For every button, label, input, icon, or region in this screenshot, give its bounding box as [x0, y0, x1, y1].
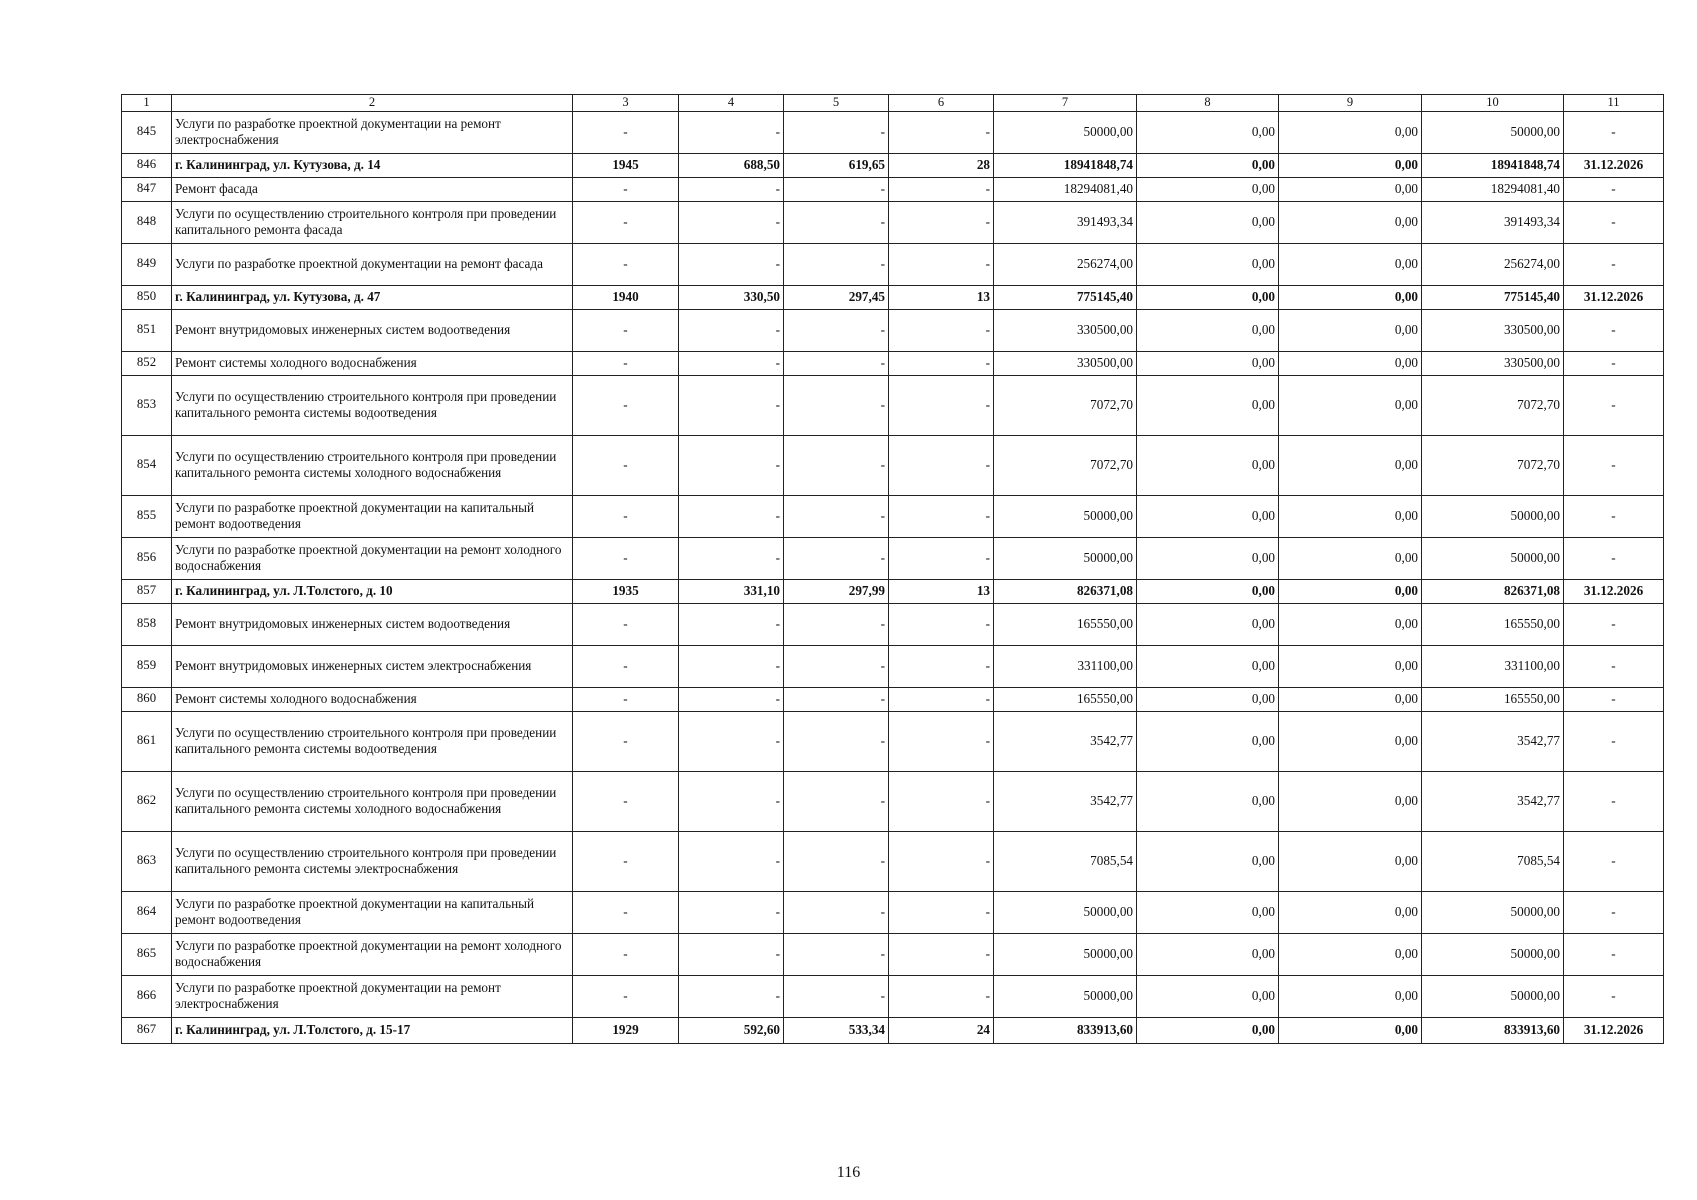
col5-value: - [784, 375, 889, 435]
col7-value: 7072,70 [994, 375, 1137, 435]
col11-value: - [1564, 537, 1664, 579]
row-name: Услуги по осуществлению строительного контроля при проведении капитального ремонта системы водоотведения [172, 711, 573, 771]
row-name: Услуги по разработке проектной документации на ремонт холодного водоснабжения [172, 537, 573, 579]
col11-value: 31.12.2026 [1564, 285, 1664, 309]
col10-value: 256274,00 [1422, 243, 1564, 285]
col9-value: 0,00 [1279, 831, 1422, 891]
col7-value: 50000,00 [994, 975, 1137, 1017]
col11-value: - [1564, 243, 1664, 285]
col7-value: 330500,00 [994, 309, 1137, 351]
col7-value: 391493,34 [994, 201, 1137, 243]
col4-value: - [679, 771, 784, 831]
col6-value: - [889, 351, 994, 375]
col4-value: - [679, 975, 784, 1017]
col11-value: 31.12.2026 [1564, 153, 1664, 177]
col8-value: 0,00 [1137, 309, 1279, 351]
col3-value: - [573, 435, 679, 495]
col6-value: - [889, 645, 994, 687]
col5-value: 619,65 [784, 153, 889, 177]
row-number: 849 [122, 243, 172, 285]
col4-value: - [679, 435, 784, 495]
col8-value: 0,00 [1137, 933, 1279, 975]
row-name: Услуги по осуществлению строительного контроля при проведении капитального ремонта системы электроснабжения [172, 831, 573, 891]
col6-value: 13 [889, 285, 994, 309]
col10-value: 833913,60 [1422, 1017, 1564, 1043]
col8-value: 0,00 [1137, 975, 1279, 1017]
col4-value: - [679, 111, 784, 153]
col-header-5: 5 [784, 95, 889, 112]
col-header-6: 6 [889, 95, 994, 112]
col10-value: 7085,54 [1422, 831, 1564, 891]
col11-value: - [1564, 495, 1664, 537]
col8-value: 0,00 [1137, 687, 1279, 711]
col7-value: 256274,00 [994, 243, 1137, 285]
col10-value: 50000,00 [1422, 933, 1564, 975]
col4-value: - [679, 645, 784, 687]
col-header-10: 10 [1422, 95, 1564, 112]
col4-value: 330,50 [679, 285, 784, 309]
col3-value: 1935 [573, 579, 679, 603]
col9-value: 0,00 [1279, 111, 1422, 153]
col9-value: 0,00 [1279, 771, 1422, 831]
col4-value: - [679, 375, 784, 435]
row-number: 866 [122, 975, 172, 1017]
col6-value: 24 [889, 1017, 994, 1043]
col9-value: 0,00 [1279, 375, 1422, 435]
col4-value: - [679, 831, 784, 891]
col7-value: 18941848,74 [994, 153, 1137, 177]
col6-value: - [889, 975, 994, 1017]
table-row [122, 153, 1664, 177]
col6-value: - [889, 435, 994, 495]
row-number: 861 [122, 711, 172, 771]
col9-value: 0,00 [1279, 933, 1422, 975]
col7-value: 7085,54 [994, 831, 1137, 891]
col5-value: - [784, 771, 889, 831]
col10-value: 50000,00 [1422, 975, 1564, 1017]
row-name: г. Калининград, ул. Л.Толстого, д. 10 [172, 579, 573, 603]
col3-value: 1929 [573, 1017, 679, 1043]
table-row [122, 111, 1664, 153]
col4-value: - [679, 603, 784, 645]
col11-value: - [1564, 891, 1664, 933]
col10-value: 50000,00 [1422, 111, 1564, 153]
row-name: Услуги по осуществлению строительного контроля при проведении капитального ремонта фасада [172, 201, 573, 243]
col11-value: - [1564, 177, 1664, 201]
col8-value: 0,00 [1137, 375, 1279, 435]
table-row [122, 285, 1664, 309]
col8-value: 0,00 [1137, 1017, 1279, 1043]
col9-value: 0,00 [1279, 243, 1422, 285]
col9-value: 0,00 [1279, 495, 1422, 537]
row-name: Услуги по осуществлению строительного контроля при проведении капитального ремонта системы холодного водоснабжения [172, 435, 573, 495]
col9-value: 0,00 [1279, 153, 1422, 177]
col9-value: 0,00 [1279, 603, 1422, 645]
col6-value: - [889, 201, 994, 243]
col6-value: - [889, 111, 994, 153]
col7-value: 50000,00 [994, 933, 1137, 975]
col9-value: 0,00 [1279, 351, 1422, 375]
col3-value: - [573, 177, 679, 201]
row-number: 852 [122, 351, 172, 375]
col4-value: - [679, 687, 784, 711]
col10-value: 18941848,74 [1422, 153, 1564, 177]
col6-value: - [889, 831, 994, 891]
col8-value: 0,00 [1137, 579, 1279, 603]
row-name: Ремонт фасада [172, 177, 573, 201]
col5-value: 297,45 [784, 285, 889, 309]
col-header-11: 11 [1564, 95, 1664, 112]
col8-value: 0,00 [1137, 177, 1279, 201]
col11-value: - [1564, 975, 1664, 1017]
table-row [122, 771, 1664, 831]
col5-value: - [784, 243, 889, 285]
col7-value: 50000,00 [994, 891, 1137, 933]
col9-value: 0,00 [1279, 579, 1422, 603]
col3-value: - [573, 687, 679, 711]
col10-value: 50000,00 [1422, 891, 1564, 933]
table-row [122, 933, 1664, 975]
col9-value: 0,00 [1279, 201, 1422, 243]
col3-value: - [573, 495, 679, 537]
col3-value: - [573, 711, 679, 771]
row-number: 856 [122, 537, 172, 579]
col4-value: 688,50 [679, 153, 784, 177]
col10-value: 3542,77 [1422, 711, 1564, 771]
col4-value: - [679, 933, 784, 975]
row-name: Услуги по разработке проектной документации на ремонт электроснабжения [172, 111, 573, 153]
col11-value: - [1564, 711, 1664, 771]
col8-value: 0,00 [1137, 711, 1279, 771]
col9-value: 0,00 [1279, 177, 1422, 201]
col6-value: - [889, 375, 994, 435]
col10-value: 391493,34 [1422, 201, 1564, 243]
row-number: 857 [122, 579, 172, 603]
col6-value: - [889, 495, 994, 537]
col10-value: 330500,00 [1422, 309, 1564, 351]
table-row [122, 177, 1664, 201]
col4-value: - [679, 537, 784, 579]
col11-value: - [1564, 645, 1664, 687]
column-number-header [122, 95, 1664, 112]
col5-value: - [784, 645, 889, 687]
row-name: г. Калининград, ул. Кутузова, д. 47 [172, 285, 573, 309]
col8-value: 0,00 [1137, 495, 1279, 537]
table-row [122, 975, 1664, 1017]
col10-value: 331100,00 [1422, 645, 1564, 687]
col7-value: 50000,00 [994, 537, 1137, 579]
row-name: Услуги по осуществлению строительного контроля при проведении капитального ремонта системы холодного водоснабжения [172, 771, 573, 831]
col11-value: - [1564, 375, 1664, 435]
col11-value: - [1564, 201, 1664, 243]
col7-value: 331100,00 [994, 645, 1137, 687]
col9-value: 0,00 [1279, 285, 1422, 309]
table-row [122, 435, 1664, 495]
table-row [122, 309, 1664, 351]
row-name: Услуги по разработке проектной документации на ремонт холодного водоснабжения [172, 933, 573, 975]
table-row [122, 603, 1664, 645]
table-row [122, 891, 1664, 933]
col9-value: 0,00 [1279, 435, 1422, 495]
row-number: 860 [122, 687, 172, 711]
col4-value: - [679, 243, 784, 285]
col4-value: - [679, 891, 784, 933]
row-name: Услуги по разработке проектной документации на капитальный ремонт водоотведения [172, 891, 573, 933]
col6-value: - [889, 603, 994, 645]
table-row [122, 375, 1664, 435]
col10-value: 3542,77 [1422, 771, 1564, 831]
col11-value: - [1564, 603, 1664, 645]
col6-value: - [889, 687, 994, 711]
row-number: 848 [122, 201, 172, 243]
col3-value: - [573, 831, 679, 891]
col-header-9: 9 [1279, 95, 1422, 112]
col6-value: - [889, 243, 994, 285]
col3-value: - [573, 537, 679, 579]
col7-value: 3542,77 [994, 711, 1137, 771]
col-header-3: 3 [573, 95, 679, 112]
col7-value: 330500,00 [994, 351, 1137, 375]
col5-value: - [784, 831, 889, 891]
col9-value: 0,00 [1279, 309, 1422, 351]
col9-value: 0,00 [1279, 537, 1422, 579]
row-number: 865 [122, 933, 172, 975]
col11-value: 31.12.2026 [1564, 579, 1664, 603]
col10-value: 775145,40 [1422, 285, 1564, 309]
col6-value: - [889, 309, 994, 351]
row-number: 855 [122, 495, 172, 537]
col11-value: - [1564, 771, 1664, 831]
col3-value: - [573, 603, 679, 645]
col3-value: - [573, 771, 679, 831]
col3-value: - [573, 201, 679, 243]
col5-value: 533,34 [784, 1017, 889, 1043]
col11-value: 31.12.2026 [1564, 1017, 1664, 1043]
col5-value: - [784, 891, 889, 933]
col5-value: 297,99 [784, 579, 889, 603]
col10-value: 7072,70 [1422, 435, 1564, 495]
table-row [122, 687, 1664, 711]
col6-value: - [889, 891, 994, 933]
col8-value: 0,00 [1137, 645, 1279, 687]
col8-value: 0,00 [1137, 243, 1279, 285]
col6-value: - [889, 771, 994, 831]
col7-value: 775145,40 [994, 285, 1137, 309]
col6-value: - [889, 933, 994, 975]
col11-value: - [1564, 111, 1664, 153]
col-header-1: 1 [122, 95, 172, 112]
col3-value: - [573, 645, 679, 687]
row-number: 845 [122, 111, 172, 153]
col5-value: - [784, 201, 889, 243]
col-header-4: 4 [679, 95, 784, 112]
col3-value: 1940 [573, 285, 679, 309]
row-number: 850 [122, 285, 172, 309]
col4-value: - [679, 309, 784, 351]
col10-value: 50000,00 [1422, 495, 1564, 537]
col9-value: 0,00 [1279, 687, 1422, 711]
col4-value: 592,60 [679, 1017, 784, 1043]
col5-value: - [784, 537, 889, 579]
col3-value: - [573, 975, 679, 1017]
row-name: Ремонт внутридомовых инженерных систем водоотведения [172, 603, 573, 645]
table-row [122, 243, 1664, 285]
table-row [122, 579, 1664, 603]
col5-value: - [784, 687, 889, 711]
table-row [122, 537, 1664, 579]
row-number: 851 [122, 309, 172, 351]
col3-value: - [573, 375, 679, 435]
table-row [122, 831, 1664, 891]
col3-value: - [573, 933, 679, 975]
col7-value: 833913,60 [994, 1017, 1137, 1043]
col10-value: 50000,00 [1422, 537, 1564, 579]
col7-value: 826371,08 [994, 579, 1137, 603]
row-number: 863 [122, 831, 172, 891]
col8-value: 0,00 [1137, 771, 1279, 831]
col-header-7: 7 [994, 95, 1137, 112]
col3-value: - [573, 309, 679, 351]
row-name: Услуги по разработке проектной документации на ремонт электроснабжения [172, 975, 573, 1017]
page-number: 116 [836, 1164, 861, 1181]
row-number: 862 [122, 771, 172, 831]
row-number: 846 [122, 153, 172, 177]
row-name: г. Калининград, ул. Кутузова, д. 14 [172, 153, 573, 177]
col7-value: 165550,00 [994, 603, 1137, 645]
col4-value: 331,10 [679, 579, 784, 603]
col10-value: 330500,00 [1422, 351, 1564, 375]
row-name: Ремонт системы холодного водоснабжения [172, 351, 573, 375]
col-header-8: 8 [1137, 95, 1279, 112]
col8-value: 0,00 [1137, 201, 1279, 243]
col5-value: - [784, 435, 889, 495]
col6-value: - [889, 537, 994, 579]
col9-value: 0,00 [1279, 645, 1422, 687]
table-row [122, 201, 1664, 243]
col11-value: - [1564, 351, 1664, 375]
col4-value: - [679, 351, 784, 375]
col8-value: 0,00 [1137, 435, 1279, 495]
row-number: 867 [122, 1017, 172, 1043]
row-name: Ремонт внутридомовых инженерных систем электроснабжения [172, 645, 573, 687]
col8-value: 0,00 [1137, 537, 1279, 579]
col8-value: 0,00 [1137, 111, 1279, 153]
col3-value: - [573, 351, 679, 375]
col6-value: 28 [889, 153, 994, 177]
col5-value: - [784, 351, 889, 375]
col9-value: 0,00 [1279, 711, 1422, 771]
col4-value: - [679, 201, 784, 243]
col4-value: - [679, 177, 784, 201]
col7-value: 165550,00 [994, 687, 1137, 711]
table-row [122, 1017, 1664, 1043]
col6-value: 13 [889, 579, 994, 603]
col7-value: 18294081,40 [994, 177, 1137, 201]
budget-table [121, 94, 1664, 1044]
row-number: 853 [122, 375, 172, 435]
col4-value: - [679, 711, 784, 771]
table-row [122, 351, 1664, 375]
row-name: Услуги по разработке проектной документации на капитальный ремонт водоотведения [172, 495, 573, 537]
col10-value: 7072,70 [1422, 375, 1564, 435]
col10-value: 18294081,40 [1422, 177, 1564, 201]
row-name: Услуги по разработке проектной документации на ремонт фасада [172, 243, 573, 285]
col9-value: 0,00 [1279, 975, 1422, 1017]
col11-value: - [1564, 831, 1664, 891]
col10-value: 165550,00 [1422, 687, 1564, 711]
row-number: 854 [122, 435, 172, 495]
col5-value: - [784, 975, 889, 1017]
col8-value: 0,00 [1137, 831, 1279, 891]
col9-value: 0,00 [1279, 891, 1422, 933]
col5-value: - [784, 177, 889, 201]
col7-value: 7072,70 [994, 435, 1137, 495]
col3-value: - [573, 243, 679, 285]
row-number: 864 [122, 891, 172, 933]
col8-value: 0,00 [1137, 153, 1279, 177]
col5-value: - [784, 111, 889, 153]
col5-value: - [784, 933, 889, 975]
row-name: Ремонт внутридомовых инженерных систем водоотведения [172, 309, 573, 351]
table-row [122, 645, 1664, 687]
row-number: 859 [122, 645, 172, 687]
col6-value: - [889, 711, 994, 771]
col-header-2: 2 [172, 95, 573, 112]
col7-value: 50000,00 [994, 495, 1137, 537]
col5-value: - [784, 711, 889, 771]
col3-value: - [573, 111, 679, 153]
table-body [122, 95, 1664, 1044]
col7-value: 50000,00 [994, 111, 1137, 153]
row-name: г. Калининград, ул. Л.Толстого, д. 15-17 [172, 1017, 573, 1043]
col11-value: - [1564, 933, 1664, 975]
row-name: Услуги по осуществлению строительного контроля при проведении капитального ремонта системы водоотведения [172, 375, 573, 435]
col5-value: - [784, 309, 889, 351]
table-row [122, 711, 1664, 771]
col5-value: - [784, 495, 889, 537]
col10-value: 826371,08 [1422, 579, 1564, 603]
col8-value: 0,00 [1137, 603, 1279, 645]
col3-value: - [573, 891, 679, 933]
row-number: 858 [122, 603, 172, 645]
col3-value: 1945 [573, 153, 679, 177]
col8-value: 0,00 [1137, 351, 1279, 375]
col10-value: 165550,00 [1422, 603, 1564, 645]
col9-value: 0,00 [1279, 1017, 1422, 1043]
col11-value: - [1564, 309, 1664, 351]
col5-value: - [784, 603, 889, 645]
col11-value: - [1564, 687, 1664, 711]
row-name: Ремонт системы холодного водоснабжения [172, 687, 573, 711]
col6-value: - [889, 177, 994, 201]
row-number: 847 [122, 177, 172, 201]
col7-value: 3542,77 [994, 771, 1137, 831]
col8-value: 0,00 [1137, 285, 1279, 309]
col4-value: - [679, 495, 784, 537]
col11-value: - [1564, 435, 1664, 495]
table-row [122, 495, 1664, 537]
col8-value: 0,00 [1137, 891, 1279, 933]
